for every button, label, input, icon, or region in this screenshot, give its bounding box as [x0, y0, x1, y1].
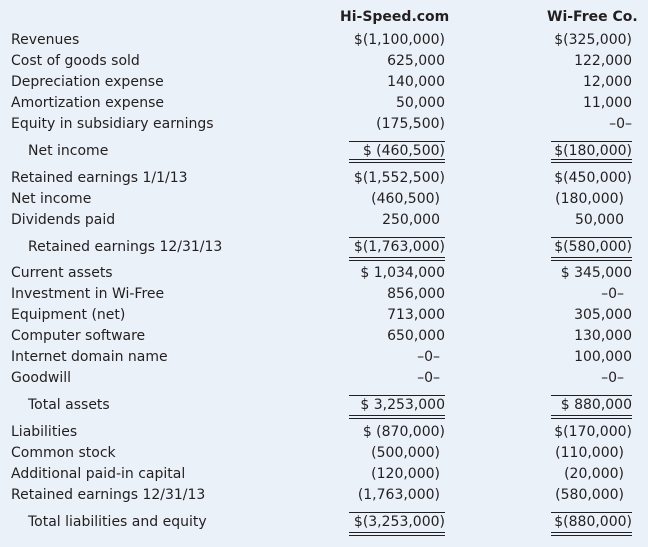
total-double-rule — [551, 260, 632, 261]
row-label: Additional paid-in capital — [11, 466, 186, 482]
hi-speed-value: (500,000) — [371, 445, 440, 461]
wi-free-cell — [536, 95, 632, 113]
subtotal-rule — [551, 237, 632, 238]
wi-free-cell — [536, 349, 632, 367]
total-double-rule — [349, 260, 445, 261]
hi-speed-value: –0– — [417, 349, 440, 365]
row-label: Total assets — [28, 397, 110, 413]
table-row — [0, 170, 648, 190]
hi-speed-value: (1,763,000) — [357, 487, 440, 503]
wi-free-cell — [536, 74, 632, 92]
hi-speed-cell — [349, 239, 445, 257]
table-row — [0, 74, 648, 94]
wi-free-value: 100,000 — [574, 349, 632, 365]
wi-free-cell — [536, 191, 632, 209]
row-label: Goodwill — [11, 370, 71, 386]
subtotal-rule — [551, 395, 632, 396]
wi-free-value: –0– — [609, 116, 632, 132]
wi-free-value: 122,000 — [574, 53, 632, 69]
hi-speed-cell — [349, 95, 445, 113]
row-label: Net income — [11, 191, 92, 207]
table-row — [0, 265, 648, 285]
wi-free-cell — [536, 328, 632, 346]
hi-speed-cell — [349, 212, 445, 230]
table-row — [0, 191, 648, 211]
hi-speed-value: (175,500) — [376, 116, 445, 132]
wi-free-cell — [536, 239, 632, 257]
total-double-rule — [551, 415, 632, 416]
column-header-wi-free: Wi-Free Co. — [547, 9, 638, 25]
row-label: Computer software — [11, 328, 146, 344]
subtotal-rule — [551, 512, 632, 513]
row-label: Retained earnings 12/31/13 — [11, 487, 206, 503]
hi-speed-cell — [349, 514, 445, 532]
wi-free-cell — [536, 32, 632, 50]
row-label: Dividends paid — [11, 212, 116, 228]
hi-speed-cell — [349, 191, 445, 209]
wi-free-value: (580,000) — [555, 487, 624, 503]
row-label: Liabilities — [11, 424, 78, 440]
wi-free-value: $(450,000) — [554, 170, 632, 186]
row-label: Common stock — [11, 445, 116, 461]
table-row — [0, 397, 648, 417]
total-double-rule — [551, 257, 632, 258]
row-label: Retained earnings 1/1/13 — [11, 170, 188, 186]
hi-speed-cell — [349, 116, 445, 134]
table-row — [0, 32, 648, 52]
table-row — [0, 514, 648, 534]
subtotal-rule — [349, 395, 445, 396]
hi-speed-value: $(1,552,500) — [353, 170, 445, 186]
hi-speed-cell — [349, 32, 445, 50]
wi-free-value: $ 880,000 — [560, 397, 632, 413]
row-label: Investment in Wi-Free — [11, 286, 165, 302]
wi-free-value: (110,000) — [555, 445, 624, 461]
total-double-rule — [349, 532, 445, 533]
hi-speed-cell — [349, 53, 445, 71]
total-double-rule — [551, 535, 632, 536]
subtotal-rule — [349, 512, 445, 513]
row-label: Depreciation expense — [11, 74, 164, 90]
wi-free-cell — [536, 116, 632, 134]
hi-speed-cell — [349, 286, 445, 304]
table-row — [0, 239, 648, 259]
hi-speed-value: 140,000 — [387, 74, 445, 90]
wi-free-cell — [536, 265, 632, 283]
wi-free-value: (180,000) — [555, 191, 624, 207]
wi-free-value: $(880,000) — [554, 514, 632, 530]
table-row — [0, 424, 648, 444]
hi-speed-value: 625,000 — [387, 53, 445, 69]
hi-speed-value: $(3,253,000) — [353, 514, 445, 530]
wi-free-cell — [536, 53, 632, 71]
subtotal-rule — [349, 141, 445, 142]
table-row — [0, 286, 648, 306]
wi-free-cell — [536, 424, 632, 442]
wi-free-cell — [536, 514, 632, 532]
wi-free-value: (20,000) — [564, 466, 624, 482]
hi-speed-value: $ 3,253,000 — [360, 397, 445, 413]
hi-speed-cell — [349, 397, 445, 415]
total-double-rule — [551, 159, 632, 160]
column-header-hi-speed: Hi-Speed.com — [340, 9, 450, 25]
hi-speed-cell — [349, 466, 445, 484]
hi-speed-value: 50,000 — [396, 95, 445, 111]
row-label: Retained earnings 12/31/13 — [28, 239, 223, 255]
wi-free-cell — [536, 370, 632, 388]
row-label: Equipment (net) — [11, 307, 126, 323]
table-row — [0, 328, 648, 348]
table-row — [0, 445, 648, 465]
wi-free-cell — [536, 397, 632, 415]
wi-free-value: 12,000 — [583, 74, 632, 90]
hi-speed-cell — [349, 487, 445, 505]
total-double-rule — [349, 535, 445, 536]
total-double-rule — [349, 162, 445, 163]
total-double-rule — [551, 162, 632, 163]
hi-speed-value: (460,500) — [371, 191, 440, 207]
wi-free-value: 305,000 — [574, 307, 632, 323]
table-row — [0, 466, 648, 486]
hi-speed-value: (120,000) — [371, 466, 440, 482]
table-row — [0, 212, 648, 232]
hi-speed-cell — [349, 328, 445, 346]
table-row — [0, 487, 648, 507]
row-label: Equity in subsidiary earnings — [11, 116, 214, 132]
hi-speed-cell — [349, 424, 445, 442]
total-double-rule — [349, 159, 445, 160]
row-label: Internet domain name — [11, 349, 168, 365]
table-row — [0, 349, 648, 369]
hi-speed-cell — [349, 74, 445, 92]
wi-free-value: $ 345,000 — [560, 265, 632, 281]
subtotal-rule — [551, 141, 632, 142]
wi-free-value: $(580,000) — [554, 239, 632, 255]
wi-free-value: 130,000 — [574, 328, 632, 344]
table-row — [0, 307, 648, 327]
hi-speed-value: –0– — [417, 370, 440, 386]
total-double-rule — [349, 418, 445, 419]
hi-speed-value: 856,000 — [387, 286, 445, 302]
wi-free-cell — [536, 212, 632, 230]
wi-free-value: 50,000 — [575, 212, 624, 228]
row-label: Net income — [28, 143, 109, 159]
row-label: Revenues — [11, 32, 80, 48]
total-double-rule — [551, 532, 632, 533]
table-row — [0, 95, 648, 115]
wi-free-value: –0– — [601, 286, 624, 302]
total-double-rule — [551, 418, 632, 419]
wi-free-cell — [536, 487, 632, 505]
hi-speed-value: $ (460,500) — [362, 143, 445, 159]
table-row — [0, 143, 648, 163]
hi-speed-value: $ (870,000) — [362, 424, 445, 440]
row-label: Cost of goods sold — [11, 53, 140, 69]
total-double-rule — [349, 415, 445, 416]
wi-free-cell — [536, 170, 632, 188]
hi-speed-cell — [349, 307, 445, 325]
hi-speed-value: 250,000 — [382, 212, 440, 228]
subtotal-rule — [349, 237, 445, 238]
wi-free-cell — [536, 445, 632, 463]
wi-free-cell — [536, 286, 632, 304]
hi-speed-value: 650,000 — [387, 328, 445, 344]
hi-speed-cell — [349, 265, 445, 283]
wi-free-value: –0– — [601, 370, 624, 386]
hi-speed-value: 713,000 — [387, 307, 445, 323]
table-row — [0, 370, 648, 390]
hi-speed-cell — [349, 370, 445, 388]
row-label: Amortization expense — [11, 95, 165, 111]
row-label: Total liabilities and equity — [28, 514, 207, 530]
table-row — [0, 53, 648, 73]
total-double-rule — [349, 257, 445, 258]
table-row — [0, 116, 648, 136]
wi-free-value: 11,000 — [583, 95, 632, 111]
row-label: Current assets — [11, 265, 113, 281]
hi-speed-cell — [349, 170, 445, 188]
hi-speed-value: $(1,763,000) — [353, 239, 445, 255]
wi-free-value: $(170,000) — [554, 424, 632, 440]
wi-free-cell — [536, 466, 632, 484]
hi-speed-cell — [349, 445, 445, 463]
wi-free-value: $(180,000) — [554, 143, 632, 159]
hi-speed-cell — [349, 349, 445, 367]
hi-speed-value: $ 1,034,000 — [360, 265, 445, 281]
wi-free-cell — [536, 307, 632, 325]
wi-free-value: $(325,000) — [554, 32, 632, 48]
hi-speed-value: $(1,100,000) — [353, 32, 445, 48]
